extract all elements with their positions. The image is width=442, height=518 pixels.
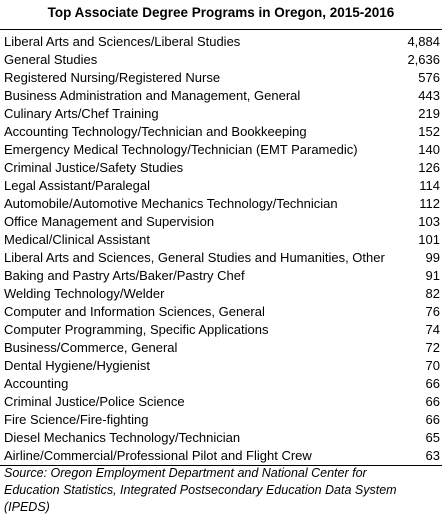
table-row bbox=[0, 447, 442, 465]
degree-count: 66 bbox=[425, 376, 440, 391]
programs-table bbox=[0, 29, 442, 466]
program-name: Criminal Justice/Safety Studies bbox=[4, 160, 184, 175]
program-name: Emergency Medical Technology/Technician (EMT Paramedic) bbox=[4, 142, 358, 157]
program-name: Medical/Clinical Assistant bbox=[4, 232, 150, 247]
table-row bbox=[0, 393, 442, 411]
program-name: Diesel Mechanics Technology/Technician bbox=[4, 430, 241, 445]
table-row bbox=[0, 141, 442, 159]
degree-count: 126 bbox=[418, 160, 440, 175]
program-name: Criminal Justice/Police Science bbox=[4, 394, 185, 409]
degree-count: 63 bbox=[425, 448, 440, 463]
table-row bbox=[0, 231, 442, 249]
degree-count: 74 bbox=[425, 322, 440, 337]
table-row bbox=[0, 123, 442, 141]
degree-count: 2,636 bbox=[407, 52, 440, 67]
degree-count: 66 bbox=[425, 412, 440, 427]
degree-count: 101 bbox=[418, 232, 440, 247]
table-row bbox=[0, 87, 442, 105]
table-row bbox=[0, 303, 442, 321]
degree-count: 219 bbox=[418, 106, 440, 121]
table-row bbox=[0, 213, 442, 231]
degree-count: 72 bbox=[425, 340, 440, 355]
degree-count: 103 bbox=[418, 214, 440, 229]
program-name: Welding Technology/Welder bbox=[4, 286, 165, 301]
degree-count: 66 bbox=[425, 394, 440, 409]
degree-count: 70 bbox=[425, 358, 440, 373]
degree-count: 91 bbox=[425, 268, 440, 283]
program-name: Business/Commerce, General bbox=[4, 340, 178, 355]
program-name: Business Administration and Management, General bbox=[4, 88, 301, 103]
degree-count: 152 bbox=[418, 124, 440, 139]
table-row bbox=[0, 51, 442, 69]
table-row bbox=[0, 195, 442, 213]
degree-count: 576 bbox=[418, 70, 440, 85]
program-name: Office Management and Supervision bbox=[4, 214, 215, 229]
program-name: Computer Programming, Specific Applications bbox=[4, 322, 269, 337]
table-row bbox=[0, 285, 442, 303]
programs-table-body bbox=[0, 33, 442, 465]
program-name: Baking and Pastry Arts/Baker/Pastry Chef bbox=[4, 268, 245, 283]
table-row bbox=[0, 69, 442, 87]
degree-count: 112 bbox=[419, 196, 440, 211]
degree-count: 140 bbox=[418, 142, 440, 157]
table-row bbox=[0, 375, 442, 393]
table-row bbox=[0, 357, 442, 375]
table-row bbox=[0, 177, 442, 195]
degree-count: 4,884 bbox=[407, 34, 440, 49]
degree-count: 76 bbox=[425, 304, 440, 319]
program-name: Registered Nursing/Registered Nurse bbox=[4, 70, 221, 85]
program-name: Fire Science/Fire-fighting bbox=[4, 412, 149, 427]
table-row bbox=[0, 249, 442, 267]
program-name: Computer and Information Sciences, General bbox=[4, 304, 265, 319]
source-note: Source: Oregon Employment Department and National Center for Education Statistics, Integrated Postsecondary Education Data System (IPEDS) bbox=[4, 466, 397, 514]
table-row bbox=[0, 429, 442, 447]
degree-count: 114 bbox=[419, 178, 440, 193]
table-row bbox=[0, 267, 442, 285]
degree-count: 65 bbox=[425, 430, 440, 445]
program-name: General Studies bbox=[4, 52, 98, 67]
program-name: Dental Hygiene/Hygienist bbox=[4, 358, 150, 373]
degree-count: 82 bbox=[425, 286, 440, 301]
program-name: Automobile/Automotive Mechanics Technology/Technician bbox=[4, 196, 338, 211]
program-name: Legal Assistant/Paralegal bbox=[4, 178, 150, 193]
table-row bbox=[0, 159, 442, 177]
table-row bbox=[0, 411, 442, 429]
table-title: Top Associate Degree Programs in Oregon, 2015-2016 bbox=[47, 5, 395, 20]
program-name: Liberal Arts and Sciences/Liberal Studies bbox=[4, 34, 241, 49]
program-name: Airline/Commercial/Professional Pilot and Flight Crew bbox=[4, 448, 312, 463]
degree-count: 99 bbox=[425, 250, 440, 265]
table-row bbox=[0, 339, 442, 357]
degree-count: 443 bbox=[418, 88, 440, 103]
program-name: Accounting Technology/Technician and Bookkeeping bbox=[4, 124, 307, 139]
program-name: Culinary Arts/Chef Training bbox=[4, 106, 159, 121]
table-row bbox=[0, 321, 442, 339]
program-name: Accounting bbox=[4, 376, 69, 391]
table-row bbox=[0, 105, 442, 123]
table-row bbox=[0, 33, 442, 51]
program-name: Liberal Arts and Sciences, General Studies and Humanities, Other bbox=[4, 250, 385, 265]
